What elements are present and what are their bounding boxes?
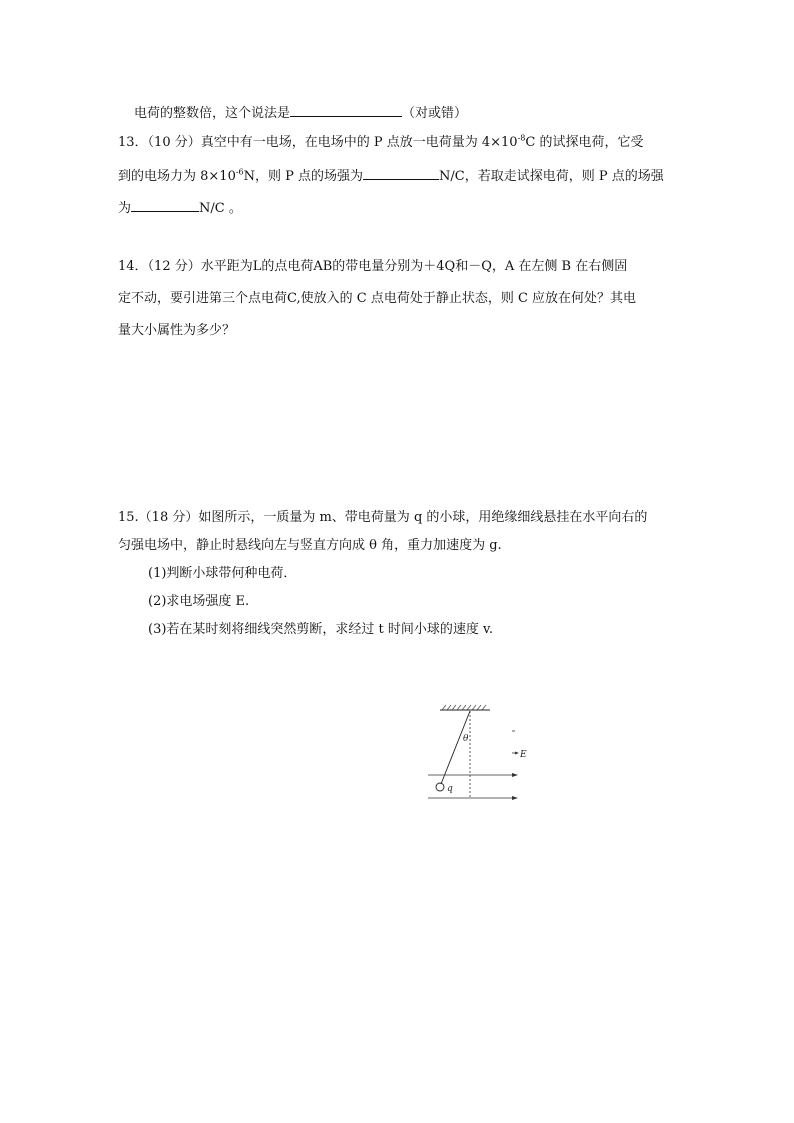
charge-label: q xyxy=(447,784,453,794)
q12-answer-blank[interactable] xyxy=(290,103,402,117)
q15-subquestion-2: (2)求电场强度 E. xyxy=(148,594,250,609)
theta-label: θ xyxy=(463,734,469,744)
q14-line-1: 14．（12 分）水平距为L的点电荷AB的带电量分别为＋4Q和－Q，A 在左侧 B 在右侧固 xyxy=(118,259,628,274)
q14-line-3: 量大小属性为多少？ xyxy=(118,323,236,338)
field-arrowhead-1 xyxy=(512,773,518,777)
field-arrow-small-head xyxy=(515,752,519,755)
q13-line-1: 13．（10 分）真空中有一电场，在电场中的 P 点放一电荷量为 $4\times 10^{-8}C$ 的试探电荷，它受 xyxy=(118,133,644,150)
q15-subquestion-1: (1)判断小球带何种电荷． xyxy=(148,566,297,581)
q14-line-2: 定不动，要引进第三个点电荷C,使放入的 C 点电荷处于静止状态，则 C 应放在何处？其电 xyxy=(118,291,637,306)
q15-subquestion-3: (3)若在某时刻将细线突然剪断，求经过 t 时间小球的速度 v. xyxy=(148,622,493,637)
field-arrowhead-2 xyxy=(512,796,518,800)
q13-field-strength-blank[interactable] xyxy=(363,166,439,180)
q12-continuation: 电荷的整数倍，这个说法是 （对或错） xyxy=(134,103,467,123)
q13-line-2: 到的电场力为 $8\times 10^{-6}N$，则 P 点的场强为 N/C，若取走试探电荷，则 P 点的场强 xyxy=(118,167,664,184)
pendulum-field-diagram xyxy=(420,700,530,810)
pendulum-string xyxy=(441,711,470,784)
q15-line-1: 15.（18 分）如图所示，一质量为 m、带电荷量为 q 的小球，用绝缘细线悬挂在水平向右的 xyxy=(118,510,648,525)
ceiling-hatching xyxy=(442,705,486,710)
charged-ball xyxy=(436,783,444,791)
q15-line-2: 匀强电场中，静止时悬线向左与竖直方向成 θ 角，重力加速度为 g. xyxy=(118,538,502,553)
field-label: E xyxy=(520,750,527,760)
q13-field-strength-removed-blank[interactable] xyxy=(131,198,199,212)
q13-line-3: 为 N/C 。 xyxy=(118,198,242,218)
